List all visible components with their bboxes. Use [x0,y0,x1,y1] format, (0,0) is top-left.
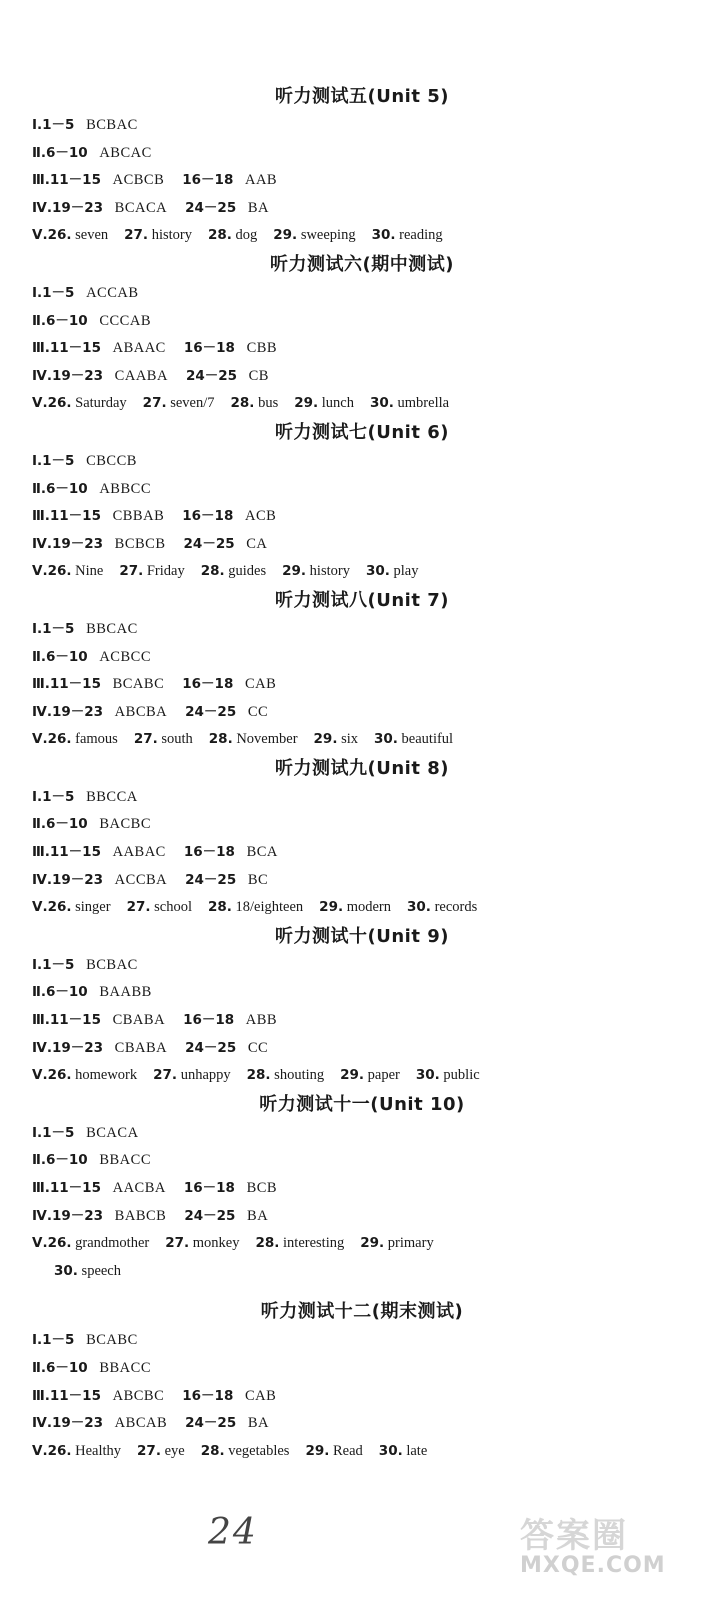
answer-word: seven [75,227,109,244]
answer-word: speech [81,1262,121,1279]
answer-row [32,195,692,223]
answer-row [32,1230,692,1258]
answer-row [32,1203,692,1231]
question-number: 30. [407,899,431,916]
answer-letters: CAB [244,1387,277,1404]
answer-word: lunch [321,395,354,412]
question-number: Ⅱ.6－10 [32,144,88,161]
section-title: 听力测试七(Unit 6) [275,421,449,443]
answer-letters: BABCB [114,1207,167,1224]
section-title: 听力测试十一(Unit 10) [259,1093,465,1115]
answer-word: shouting [274,1067,325,1084]
answer-letters: BCBAC [86,117,138,133]
answer-letters: BCABC [112,676,165,693]
answer-row [32,167,692,195]
question-number: 24－25 [185,703,237,720]
question-number: Ⅳ.19－23 [32,367,104,384]
section-title: 听力测试十(Unit 9) [275,925,449,947]
question-number: 27. [124,227,149,244]
answer-row [32,222,692,250]
question-number: 28. [230,395,255,412]
answer-letters: AACBA [112,1180,166,1196]
answer-letters: AAB [244,172,278,189]
question-number: Ⅲ.11－15 [32,172,101,189]
answer-letters: CBCCB [86,452,137,469]
question-number: Ⅰ.1－5 [32,1332,75,1349]
question-number: Ⅱ.6－10 [32,648,88,665]
question-number: Ⅰ.1－5 [32,284,75,301]
section-title: 听力测试十二(期末测试) [260,1301,464,1323]
question-number: 16－18 [183,340,235,357]
answer-word: Friday [146,563,185,580]
question-number: 29. [282,563,307,580]
answer-letters: BA [247,1207,269,1224]
answer-word: school [154,899,192,916]
question-number: 16－18 [182,172,234,189]
answer-row [32,726,692,754]
question-number: Ⅴ.26. [32,227,72,244]
question-number: Ⅲ.11－15 [32,1012,101,1029]
question-number: Ⅰ.1－5 [32,620,75,637]
answer-row [32,335,692,363]
question-number: Ⅳ.19－23 [32,1039,104,1056]
answer-letters: CBABA [112,1012,166,1029]
answer-word: history [309,563,350,580]
question-number: Ⅴ.26. [32,1442,72,1459]
answer-row [32,1007,692,1035]
question-number: Ⅴ.26. [32,731,72,748]
answer-row [32,280,692,308]
question-number: Ⅲ.11－15 [32,676,101,693]
answer-word: public [443,1067,480,1084]
question-number: Ⅰ.1－5 [32,788,75,805]
answer-letters: BCABC [86,1332,138,1349]
answer-word: grandmother [75,1235,150,1252]
answer-letters: BCA [246,844,278,861]
answer-letters: ABCAB [114,1415,168,1432]
section-title: 听力测试六(期中测试) [270,253,454,275]
watermark-logo [520,1508,700,1588]
answer-row [32,390,692,418]
answer-word: paper [367,1067,400,1084]
question-number: Ⅴ.26. [32,395,72,412]
answer-letters: BBCAC [86,620,138,637]
question-number: Ⅱ.6－10 [32,312,88,329]
answer-word: bus [258,395,279,412]
answer-letters: CBABA [114,1039,168,1056]
watermark-text-top: 答案圈 [520,1516,628,1556]
answer-row [32,952,692,980]
question-number: 28. [207,899,232,916]
question-number: 27. [119,563,144,580]
answer-row [32,1035,692,1063]
question-number: Ⅳ.19－23 [32,1415,104,1432]
answer-letters: BAABB [99,984,152,1001]
answer-word: homework [75,1067,138,1084]
answer-row [32,503,692,531]
question-number: 29. [313,731,338,748]
answer-word: primary [387,1235,434,1252]
answer-row [32,1120,692,1148]
answer-row [32,1438,692,1466]
question-number: Ⅱ.6－10 [32,1359,88,1376]
answer-row [32,308,692,336]
question-number: 29. [273,227,298,244]
question-number: 28. [208,731,233,748]
answer-letters: BCBAC [86,956,138,973]
answer-row [32,811,692,839]
answer-row [32,979,692,1007]
question-number: Ⅰ.1－5 [32,452,75,469]
question-number: Ⅰ.1－5 [32,1124,75,1141]
question-number: 24－25 [185,1415,237,1432]
question-number: 24－25 [185,199,237,216]
answer-letters: ABBCC [99,480,151,497]
question-number: Ⅲ.11－15 [32,844,101,861]
question-number: 24－25 [184,1207,236,1224]
question-number: Ⅰ.1－5 [32,956,75,973]
answer-letters: CB [248,367,269,384]
answer-row [32,671,692,699]
answer-row [32,1327,692,1355]
question-number: Ⅲ.11－15 [32,340,101,357]
answer-letters: CBB [246,340,278,357]
question-number: 16－18 [183,1180,235,1196]
answer-word: history [151,227,192,244]
answer-letters: BBCCA [86,788,138,805]
answer-letters: ACB [244,508,277,525]
question-number: 30. [371,227,396,244]
question-number: 16－18 [182,1387,234,1404]
answer-word: unhappy [180,1067,231,1084]
question-number: 16－18 [182,676,234,693]
answer-row [32,1147,692,1175]
question-number: 16－18 [182,508,234,525]
question-number: 28. [207,227,232,244]
answer-word: records [434,899,478,916]
question-number: Ⅴ.26. [32,899,72,916]
section-title: 听力测试九(Unit 8) [275,757,449,779]
question-number: 28. [246,1067,271,1084]
answer-row [32,1258,692,1286]
question-number: 27. [137,1442,161,1459]
question-number: Ⅴ.26. [32,563,72,580]
question-number: Ⅴ.26. [32,1235,72,1252]
answer-row [32,448,692,476]
answer-letters: BC [247,871,269,888]
question-number: Ⅳ.19－23 [32,703,104,720]
question-number: Ⅴ.26. [32,1067,72,1084]
answer-letters: ABB [245,1012,278,1029]
answer-word: umbrella [397,395,450,412]
answer-word: six [341,731,358,748]
answer-row [32,644,692,672]
answer-word: sweeping [300,227,356,244]
answer-row [32,558,692,586]
answer-row [32,616,692,644]
answer-row [32,867,692,895]
answer-row [32,1175,692,1203]
question-number: 30. [378,1442,403,1459]
question-number: 24－25 [185,1039,237,1056]
answer-word: Read [333,1442,363,1459]
question-number: Ⅱ.6－10 [32,1152,88,1169]
question-number: Ⅲ.11－15 [32,1387,101,1404]
question-number: Ⅱ.6－10 [32,816,88,833]
answer-letters: CA [246,535,268,552]
answer-word: eye [164,1442,185,1459]
question-number: 30. [369,395,394,412]
answer-letters: ACBCC [99,648,151,665]
answer-letters: BA [247,1415,269,1432]
question-number: 30. [54,1262,78,1279]
question-number: 30. [374,731,398,748]
question-number: 30. [365,563,390,580]
answer-word: singer [75,899,111,916]
answer-letters: ABAAC [112,340,166,357]
answer-row [32,531,692,559]
answer-word: Healthy [75,1442,122,1459]
question-number: 29. [319,899,344,916]
answer-word: late [406,1442,428,1459]
answer-row [32,1383,692,1411]
question-number: 24－25 [183,535,235,552]
answer-letters: CAABA [114,367,168,384]
question-number: Ⅱ.6－10 [32,984,88,1001]
answer-row [32,1355,692,1383]
answer-letters: ABCBA [114,703,168,720]
question-number: 27. [165,1235,190,1252]
question-number: Ⅲ.11－15 [32,508,101,525]
answer-word: interesting [283,1235,345,1252]
question-number: 16－18 [183,844,235,861]
answer-row [32,1062,692,1090]
question-number: 28. [200,563,225,580]
question-number: Ⅳ.19－23 [32,199,104,216]
answer-word: Saturday [75,395,127,412]
answer-letters: ABCBC [112,1387,165,1404]
answer-letters: CC [247,703,269,720]
answer-row [32,112,692,140]
answer-row [32,363,692,391]
answer-row [32,894,692,922]
answer-row [32,784,692,812]
handwritten-page-number: 24 [208,1512,258,1553]
question-number: Ⅳ.19－23 [32,535,104,552]
answer-letters: ACCAB [86,284,139,301]
answer-letters: CAB [244,676,277,693]
answer-word: Nine [75,563,104,580]
question-number: 29. [294,395,319,412]
section-title: 听力测试五(Unit 5) [275,86,449,107]
answer-row [32,839,692,867]
question-number: 28. [200,1442,225,1459]
answer-word: famous [75,731,118,748]
question-number: 16－18 [183,1012,235,1029]
answer-letters: ACBCB [112,172,165,189]
question-number: 29. [360,1235,385,1252]
answer-letters: CC [247,1039,269,1056]
question-number: 30. [415,1067,440,1084]
question-number: Ⅰ.1－5 [32,117,75,133]
answer-letters: ABCAC [99,144,152,161]
section-title: 听力测试八(Unit 7) [275,589,449,611]
answer-letters: BBACC [99,1359,151,1376]
answer-row [32,1410,692,1438]
answer-word: play [393,563,419,580]
answer-word: seven/7 [170,395,215,412]
answer-key-document [32,82,692,1465]
answer-word: guides [228,563,267,580]
question-number: 28. [255,1235,280,1252]
answer-word: 18/eighteen [235,899,304,916]
question-number: Ⅲ.11－15 [32,1180,101,1196]
question-number: Ⅳ.19－23 [32,1207,104,1224]
answer-row [32,699,692,727]
answer-word: monkey [192,1235,240,1252]
question-number: 29. [340,1067,365,1084]
answer-letters: CBBAB [112,508,165,525]
question-number: Ⅱ.6－10 [32,480,88,497]
question-number: 24－25 [185,871,237,888]
answer-letters: ACCBA [114,871,168,888]
question-number: 27. [126,899,151,916]
question-number: 27. [133,731,158,748]
answer-letters: BCACA [114,199,168,216]
answer-word: beautiful [401,731,454,748]
answer-letters: BCB [246,1180,278,1196]
answer-row [32,476,692,504]
answer-word: vegetables [228,1442,290,1459]
watermark-text-bottom: MXQE.COM [520,1553,666,1578]
answer-letters: AABAC [112,844,166,861]
answer-letters: BA [247,199,269,216]
answer-word: south [161,731,193,748]
answer-word: dog [235,227,258,244]
question-number: 29. [305,1442,330,1459]
answer-word: November [236,731,298,748]
answer-letters: BCBCB [114,535,166,552]
answer-letters: BACBC [99,816,151,833]
answer-letters: CCCAB [99,312,151,329]
question-number: Ⅳ.19－23 [32,871,104,888]
question-number: 27. [153,1067,178,1084]
question-number: 24－25 [185,367,238,384]
answer-row [32,140,692,168]
answer-word: reading [399,227,443,244]
answer-letters: BBACC [99,1152,151,1169]
answer-word: modern [346,899,392,916]
question-number: 27. [142,395,167,412]
answer-letters: BCACA [86,1124,139,1141]
